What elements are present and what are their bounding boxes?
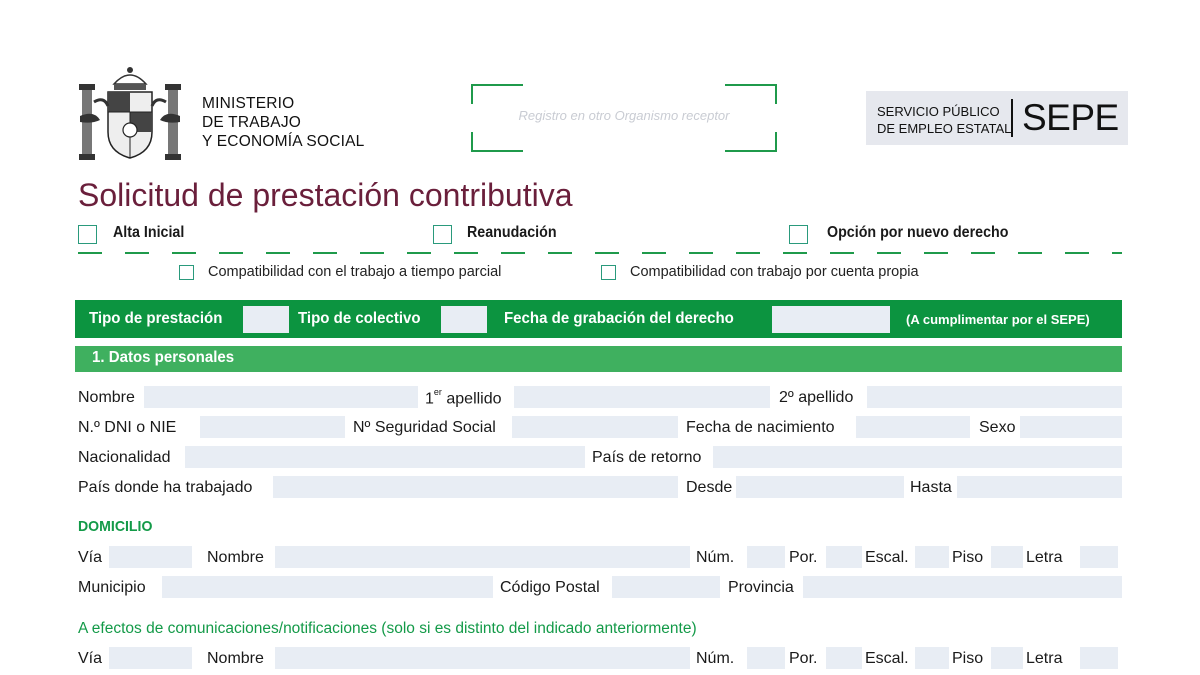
sepe-logo: SEPE	[1022, 97, 1119, 138]
notif-escal-field[interactable]	[915, 647, 949, 669]
nss-label: Nº Seguridad Social	[353, 419, 496, 436]
desde-label: Desde	[686, 479, 733, 496]
notif-via-field[interactable]	[109, 647, 192, 669]
hasta-field[interactable]	[957, 476, 1122, 498]
dni-label: N.º DNI o NIE	[78, 419, 177, 436]
municipio-field[interactable]	[162, 576, 493, 598]
opcion-nuevo-derecho-label: Opción por nuevo derecho	[827, 224, 1009, 241]
page-title: Solicitud de prestación contributiva	[78, 177, 573, 213]
section-header-datos-personales	[75, 346, 1122, 372]
domicilio-nombre-field[interactable]	[275, 546, 690, 568]
domicilio-heading: DOMICILIO	[78, 518, 153, 535]
pais-retorno-label: País de retorno	[592, 449, 702, 466]
domicilio-via-field[interactable]	[109, 546, 192, 568]
sepe-use-bar	[75, 300, 1122, 338]
pais-retorno-field[interactable]	[713, 446, 1122, 468]
tipo-colectivo-label: Tipo de colectivo	[298, 310, 421, 327]
provincia-label: Provincia	[728, 579, 794, 596]
notificaciones-heading: A efectos de comunicaciones/notificaciones (solo si es distinto del indicado anteriormente)	[78, 620, 697, 637]
tipo-prestacion-label: Tipo de prestación	[89, 310, 223, 327]
notif-por-field[interactable]	[826, 647, 862, 669]
notif-piso-label: Piso	[952, 650, 984, 667]
domicilio-por-label: Por.	[789, 549, 818, 566]
notif-letra-field[interactable]	[1080, 647, 1118, 669]
ministry-line-3: Y ECONOMÍA SOCIAL	[202, 133, 365, 150]
fecha-grabacion-label: Fecha de grabación del derecho	[504, 310, 734, 327]
nss-field[interactable]	[512, 416, 678, 438]
domicilio-letra-label: Letra	[1026, 549, 1063, 566]
domicilio-letra-field[interactable]	[1080, 546, 1118, 568]
apellido1-label	[425, 389, 502, 408]
compat-parcial-checkbox[interactable]	[179, 265, 194, 280]
codigo-postal-label: Código Postal	[500, 579, 600, 596]
registry-stamp-box	[471, 84, 777, 152]
apellido1-text: apellido	[441, 390, 502, 408]
compat-propia-label: Compatibilidad con trabajo por cuenta propia	[630, 264, 919, 280]
stamp-corner	[471, 84, 523, 104]
domicilio-piso-label: Piso	[952, 549, 984, 566]
codigo-postal-field[interactable]	[612, 576, 720, 598]
opcion-nuevo-derecho-checkbox[interactable]	[789, 225, 808, 244]
nacionalidad-field[interactable]	[185, 446, 585, 468]
tipo-colectivo-field[interactable]	[441, 306, 487, 333]
domicilio-piso-field[interactable]	[991, 546, 1023, 568]
reanudacion-label: Reanudación	[467, 224, 557, 241]
compat-parcial-label: Compatibilidad con el trabajo a tiempo parcial	[208, 264, 502, 280]
notif-letra-label: Letra	[1026, 650, 1063, 667]
section-title: 1. Datos personales	[92, 349, 235, 366]
nombre-field[interactable]	[144, 386, 418, 408]
ministry-name	[202, 94, 364, 151]
apellido2-field[interactable]	[867, 386, 1122, 408]
apellido1-field[interactable]	[514, 386, 770, 408]
domicilio-via-label: Vía	[78, 549, 103, 566]
sepe-sub-line-2: DE EMPLEO ESTATAL	[877, 121, 1012, 136]
dashed-separator	[78, 252, 1122, 254]
alta-inicial-label: Alta Inicial	[113, 224, 185, 241]
stamp-corner	[725, 132, 777, 152]
stamp-corner	[471, 132, 523, 152]
sepe-note: (A cumplimentar por el SEPE)	[906, 312, 1090, 327]
domicilio-escal-label: Escal.	[865, 549, 909, 566]
hasta-label: Hasta	[910, 479, 952, 496]
domicilio-por-field[interactable]	[826, 546, 862, 568]
domicilio-escal-field[interactable]	[915, 546, 949, 568]
alta-inicial-checkbox[interactable]	[78, 225, 97, 244]
nombre-label: Nombre	[78, 389, 135, 406]
desde-field[interactable]	[736, 476, 904, 498]
stamp-text: Registro en otro Organismo receptor	[518, 108, 730, 123]
notif-num-label: Núm.	[696, 650, 735, 667]
apellido1-superscript: er	[433, 387, 442, 397]
sepe-divider	[1011, 99, 1013, 137]
domicilio-num-label: Núm.	[696, 549, 735, 566]
fecha-nacimiento-field[interactable]	[856, 416, 970, 438]
notif-piso-field[interactable]	[991, 647, 1023, 669]
notif-nombre-label: Nombre	[207, 650, 264, 667]
nacionalidad-label: Nacionalidad	[78, 449, 171, 466]
provincia-field[interactable]	[803, 576, 1122, 598]
sexo-field[interactable]	[1020, 416, 1122, 438]
domicilio-nombre-label: Nombre	[207, 549, 264, 566]
tipo-prestacion-field[interactable]	[243, 306, 289, 333]
pais-trabajado-label: País donde ha trabajado	[78, 479, 253, 496]
sepe-subtitle	[877, 103, 1011, 137]
stamp-corner	[725, 84, 777, 104]
compat-propia-checkbox[interactable]	[601, 265, 616, 280]
notif-via-label: Vía	[78, 650, 103, 667]
fecha-nacimiento-label: Fecha de nacimiento	[686, 419, 835, 436]
notif-escal-label: Escal.	[865, 650, 909, 667]
municipio-label: Municipio	[78, 579, 146, 596]
notif-nombre-field[interactable]	[275, 647, 690, 669]
sepe-logo-block	[866, 91, 1128, 145]
sepe-sub-line-1: SERVICIO PÚBLICO	[877, 104, 1000, 119]
fecha-grabacion-field[interactable]	[772, 306, 890, 333]
ministry-line-2: DE TRABAJO	[202, 114, 302, 131]
domicilio-num-field[interactable]	[747, 546, 785, 568]
notif-por-label: Por.	[789, 650, 818, 667]
sexo-label: Sexo	[979, 419, 1016, 436]
apellido2-label: 2º apellido	[779, 389, 854, 406]
pais-trabajado-field[interactable]	[273, 476, 678, 498]
apellido1-number: 1	[425, 390, 434, 408]
ministry-line-1: MINISTERIO	[202, 95, 295, 112]
coat-of-arms-icon	[78, 62, 182, 164]
reanudacion-checkbox[interactable]	[433, 225, 452, 244]
notif-num-field[interactable]	[747, 647, 785, 669]
dni-field[interactable]	[200, 416, 345, 438]
